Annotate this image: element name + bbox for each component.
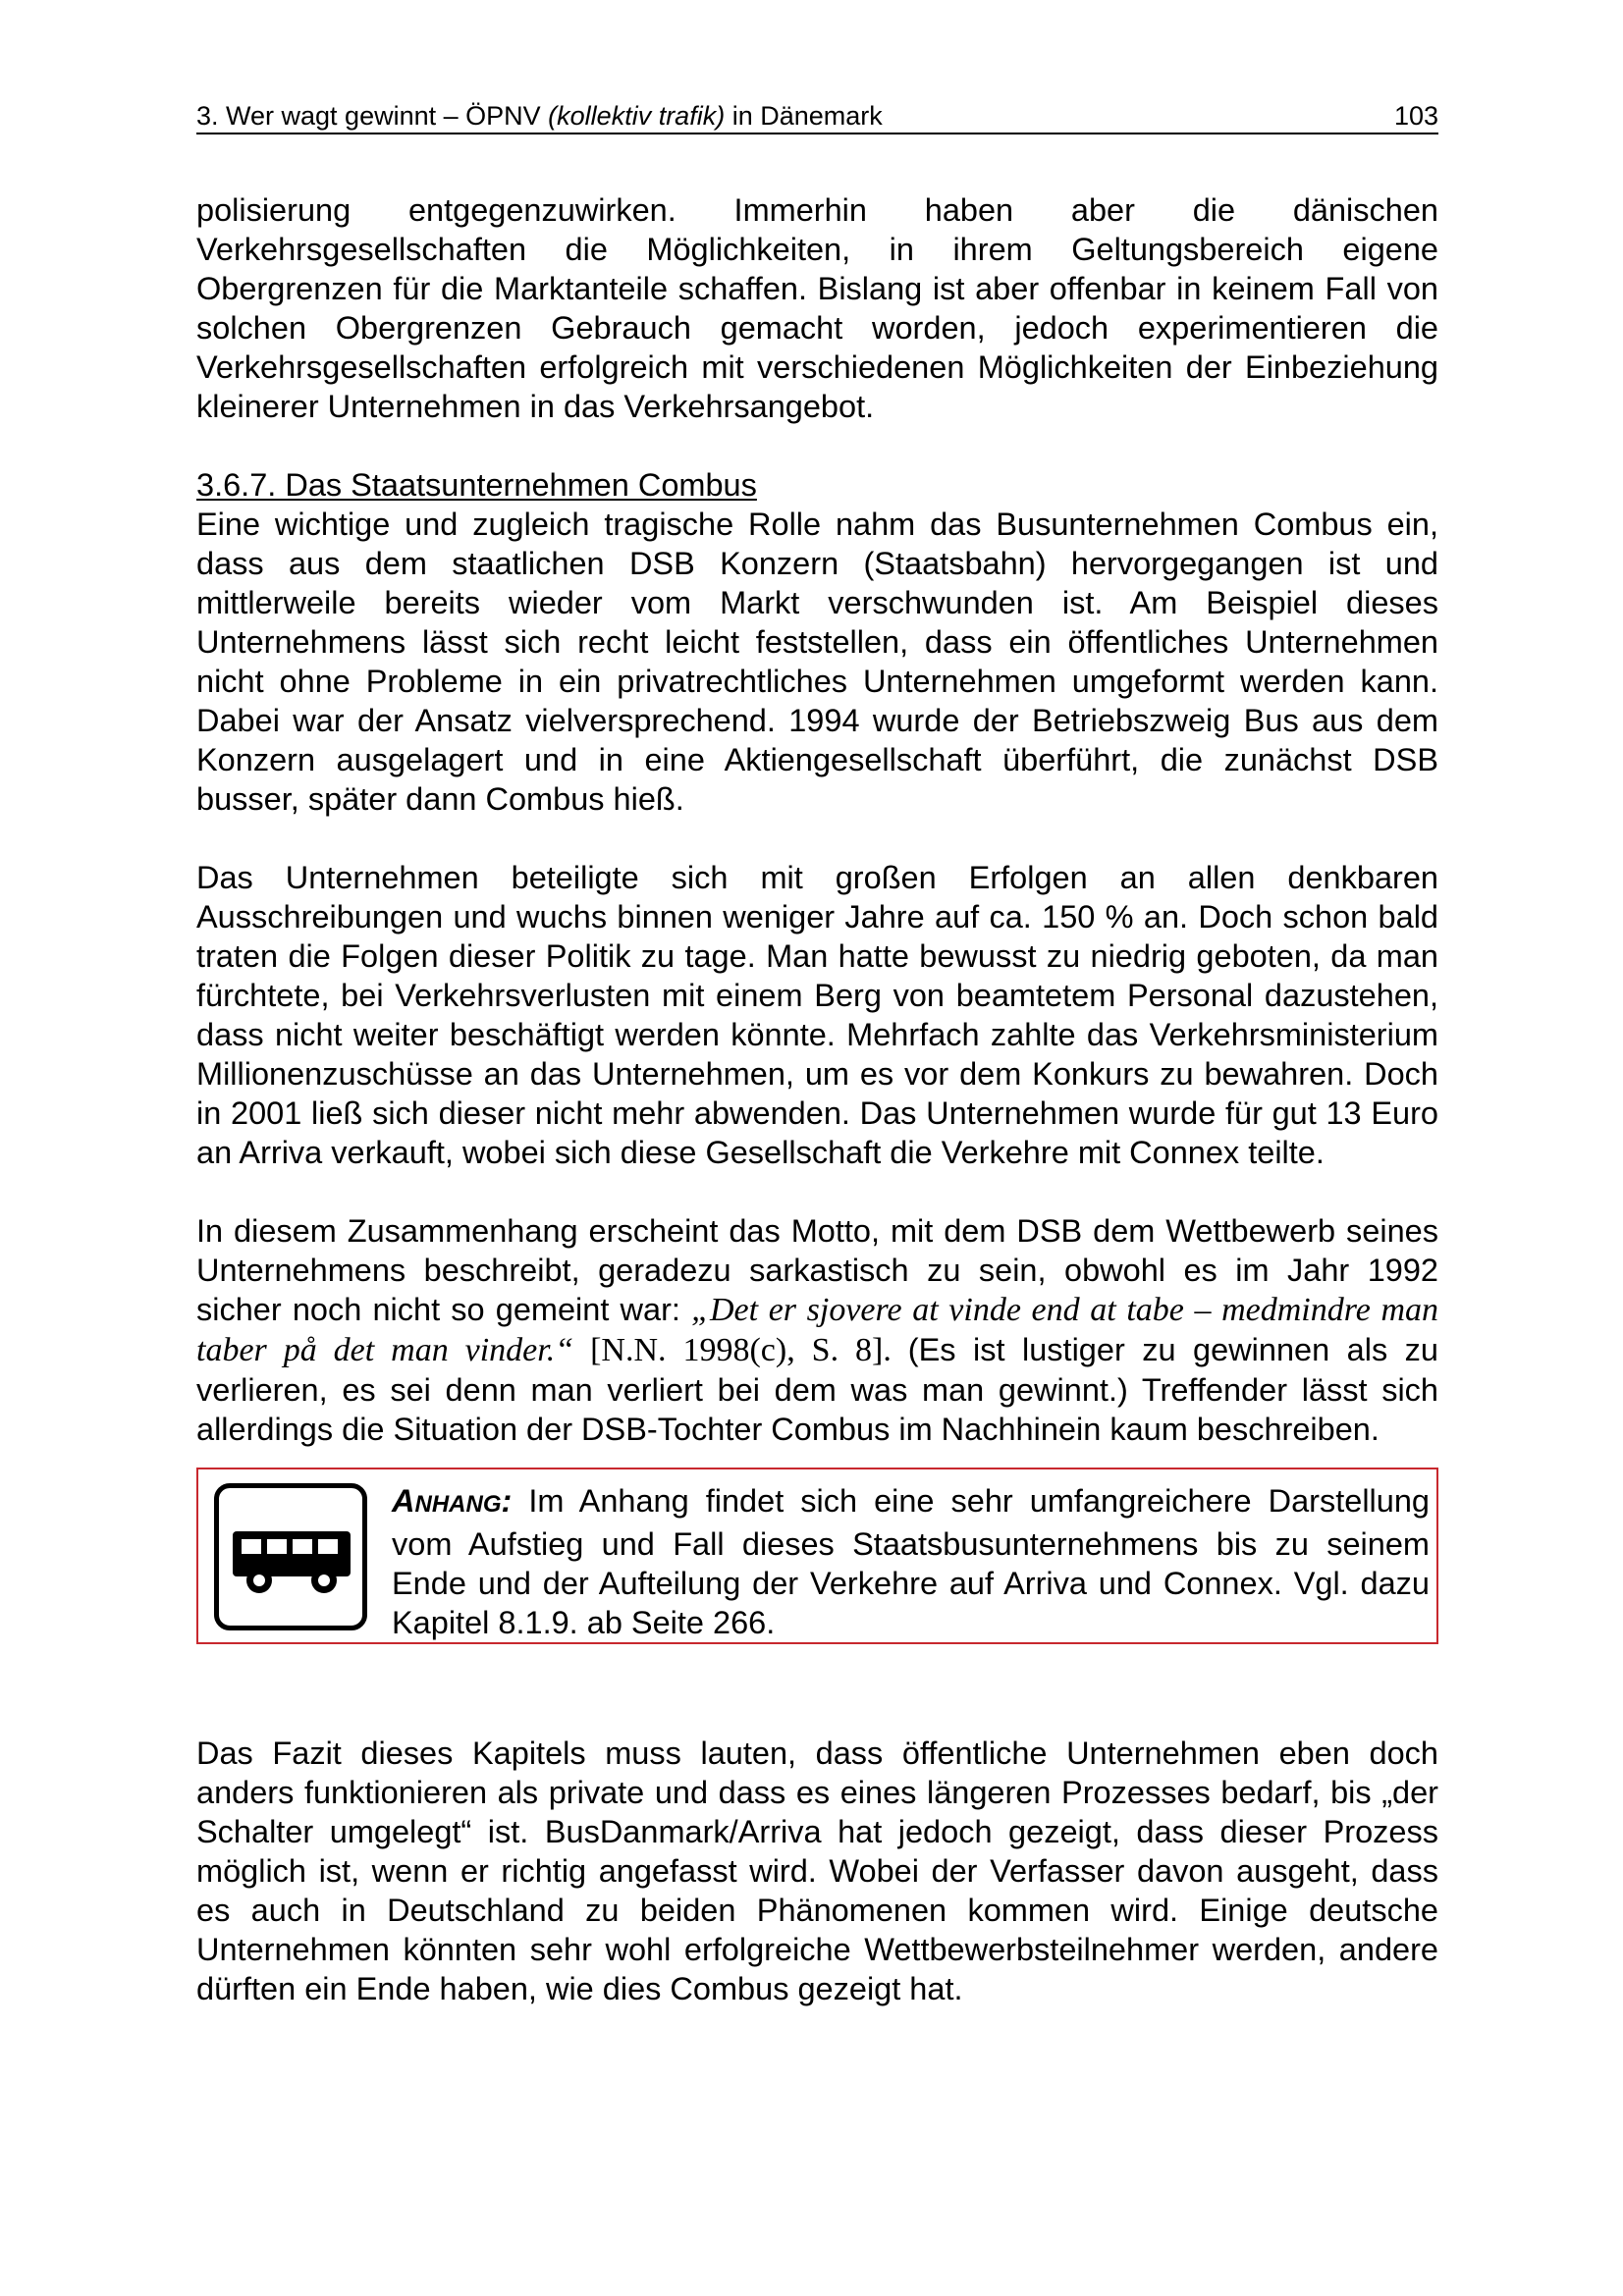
- paragraph-with-quote: In diesem Zusammenhang erscheint das Motto, mit dem DSB dem Wettbewerb seines Unternehmens beschreibt, geradezu sarkastisch zu sein, obwohl es im Jahr 1992 sicher noch nicht so gemeint war: „Det er sjovere at vinde end at tabe – medmindre man taber på det man vinder.“ [N.N. 1998(c), S. 8]. (Es ist lustiger zu gewinnen als zu verlieren, es sei denn man verliert bei dem was man gewinnt.) Treffender lässt sich allerdings die Situation der DSB-Tochter Combus im Nachhinein kaum beschreiben.: [196, 1213, 1439, 1447]
- appendix-note-text: ANHANG: Im Anhang findet sich eine sehr umfangreichere Darstellung vom Aufstieg und Fall dieses Staatsbusunternehmens bis zu seinem Ende und der Aufteilung der Verkehre auf Arriva und Connex. Vgl. dazu Kapitel 8.1.9. ab Seite 266.: [392, 1483, 1430, 1640]
- citation-reference: [N.N. 1998(c), S. 8].: [573, 1332, 908, 1368]
- running-header: [196, 99, 1438, 134]
- danish-motto-quote: „Det er sjovere at vinde end at tabe – medmindre man taber på det man vinder.“: [196, 1292, 1438, 1368]
- page-number: 103: [1393, 101, 1438, 131]
- section-heading: 3.6.7. Das Staatsunternehmen Combus: [196, 467, 757, 503]
- appendix-label: ANHANG:: [392, 1483, 513, 1519]
- chapter-title: 3. Wer wagt gewinnt – ÖPNV (kollektiv trafik) in Dänemark: [196, 101, 883, 131]
- bus-icon: [214, 1483, 367, 1630]
- body-text: [196, 190, 1438, 2008]
- paragraph: Das Unternehmen beteiligte sich mit großen Erfolgen an allen denkbaren Ausschreibungen und wuchs binnen weniger Jahre auf ca. 150 % an. Doch schon bald traten die Folgen dieser Politik zu tage. Man hatte bewusst zu niedrig geboten, da man fürchtete, bei Verkehrsverlusten mit einem Berg von beamtetem Personal dazustehen, dass nicht weiter beschäftigt werden könnte. Mehrfach zahlte das Verkehrsministerium Millionenzuschüsse an das Unternehmen, um es vor dem Konkurs zu bewahren. Doch in 2001 ließ sich dieser nicht mehr abwenden. Das Unternehmen wurde für gut 13 Euro an Arriva verkauft, wobei sich diese Gesellschaft die Verkehre mit Connex teilte.: [196, 860, 1438, 1170]
- paragraph: Das Fazit dieses Kapitels muss lauten, dass öffentliche Unternehmen eben doch anders funktionieren als private und dass es eines längeren Prozesses bedarf, bis „der Schalter umgelegt“ ist. BusDanmark/Arriva hat jedoch gezeigt, dass dieser Prozess möglich ist, wenn er richtig angefasst wird. Wobei der Verfasser davon ausgeht, dass es auch in Deutschland zu beiden Phänomenen kommen wird. Einige deutsche Unternehmen könnten sehr wohl erfolgreiche Wettbewerbsteilnehmer werden, andere dürften ein Ende haben, wie dies Combus gezeigt hat.: [196, 1735, 1438, 2006]
- chapter-title-italic: (kollektiv trafik): [548, 101, 726, 131]
- paragraph: polisierung entgegenzuwirken. Immerhin haben aber die dänischen Verkehrsgesellschaften die Möglichkeiten, in ihrem Geltungsbereich eigene Obergrenzen für die Marktanteile schaffen. Bislang ist aber offenbar in keinem Fall von solchen Obergrenzen Gebrauch gemacht worden, jedoch experimentieren die Verkehrsgesellschaften erfolgreich mit verschiedenen Möglichkeiten der Einbeziehung kleinerer Unternehmen in das Verkehrsangebot.: [196, 192, 1438, 424]
- paragraph: Eine wichtige und zugleich tragische Rolle nahm das Busunternehmen Combus ein, dass aus dem staatlichen DSB Konzern (Staatsbahn) hervorgegangen ist und mittlerweile bereits wieder vom Markt verschwunden ist. Am Beispiel dieses Unternehmens lässt sich recht leicht feststellen, dass ein öffentliches Unternehmen nicht ohne Probleme in ein privatrechtliches Unternehmen umgeformt werden kann. Dabei war der Ansatz vielversprechend. 1994 wurde der Betriebszweig Bus aus dem Konzern ausgelagert und in eine Aktiengesellschaft überführt, die zunächst DSB busser, später dann Combus hieß.: [196, 507, 1438, 817]
- appendix-note-box: [196, 1468, 1438, 1644]
